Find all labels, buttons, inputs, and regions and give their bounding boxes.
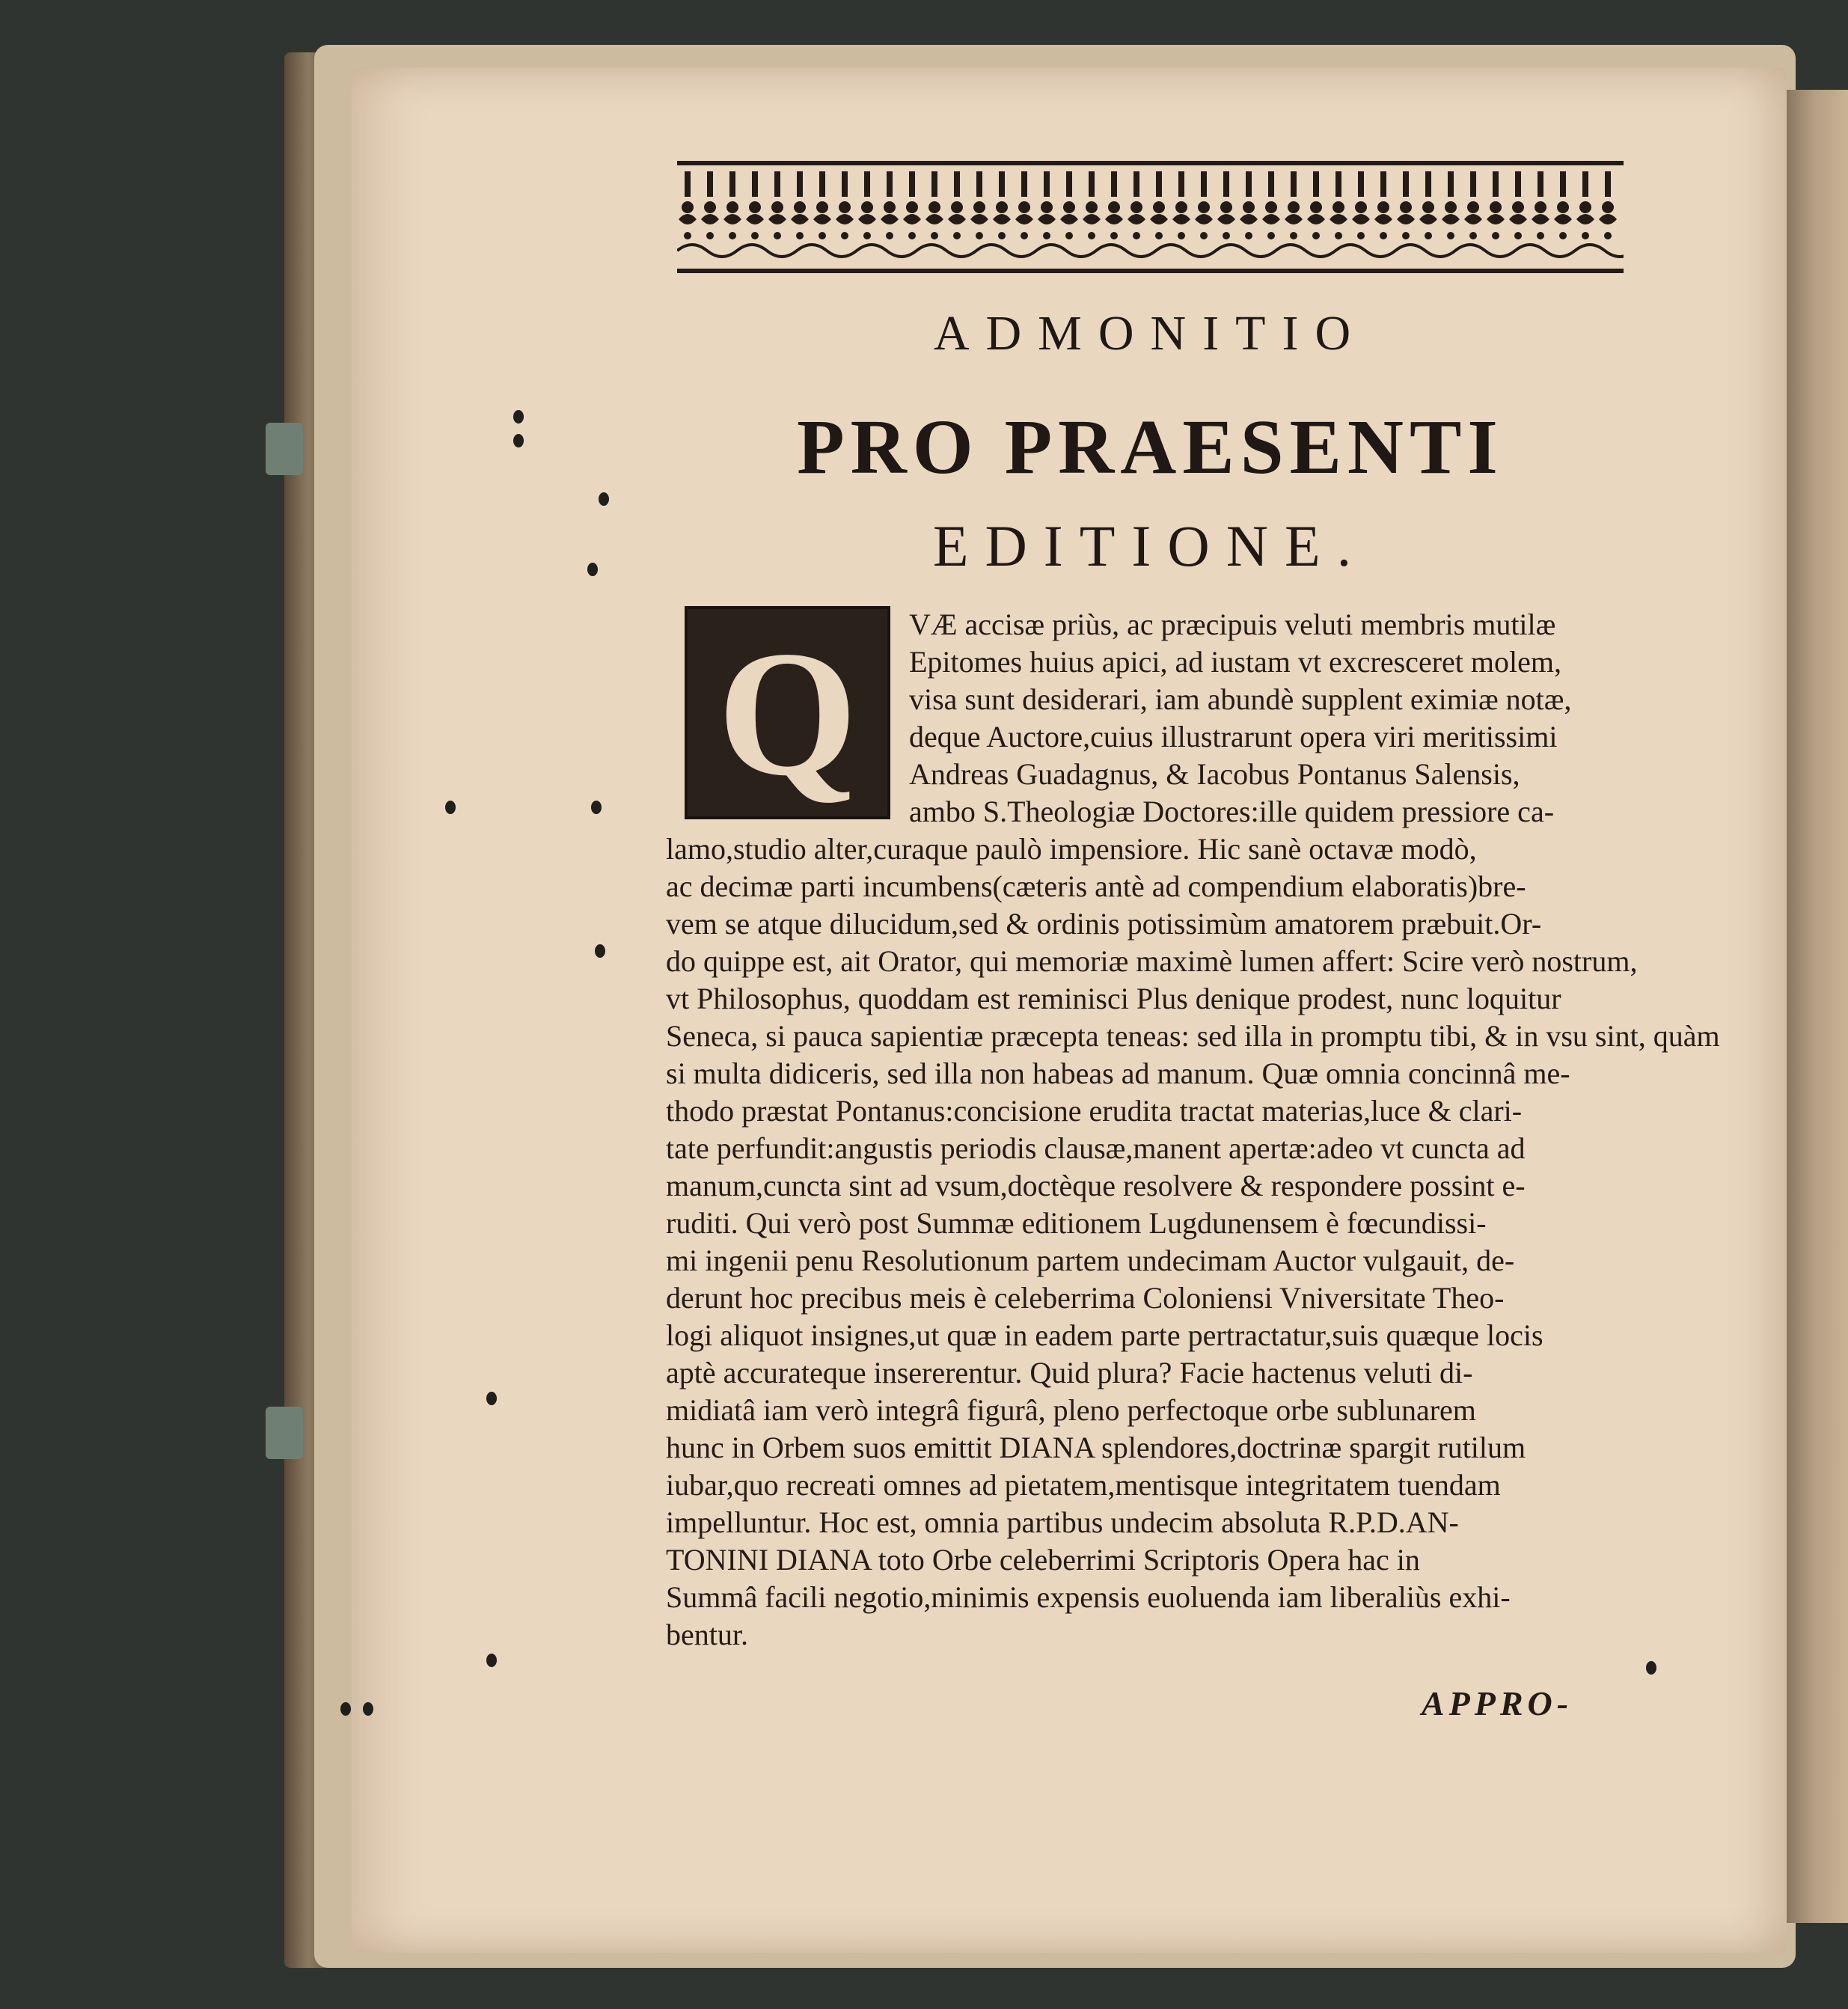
text-line: deque Auctore,cuius illustrarunt opera viri meritissimi: [909, 720, 1558, 753]
text-line: VÆ accisæ priùs, ac præcipuis veluti membris mutilæ: [909, 608, 1556, 641]
wormhole: [486, 1654, 497, 1667]
text-line: logi aliquot insignes,ut quæ in eadem parte pertractatur,suis quæque locis: [666, 1318, 1543, 1352]
text-line: hunc in Orbem suos emittit DIANA splendores,doctrinæ spargit rutilum: [666, 1431, 1526, 1464]
text-line: Andreas Guadagnus, & Iacobus Pontanus Salensis,: [909, 757, 1520, 791]
wormhole: [445, 801, 456, 814]
wormhole: [1646, 1661, 1656, 1675]
clasp-upper: [266, 423, 303, 475]
text-line: vem se atque dilucidum,sed & ordinis potissimùm amatorem præbuit.Or-: [666, 907, 1542, 941]
text-line: midiatâ iam verò integrâ figurâ, pleno perfectoque orbe sublunarem: [666, 1393, 1476, 1427]
text-line: visa sunt desiderari, iam abundè supplent eximiæ notæ,: [909, 682, 1572, 716]
text-line: bentur.: [666, 1618, 748, 1651]
text-line: impelluntur. Hoc est, omnia partibus undecim absoluta R.P.D.AN-: [666, 1505, 1459, 1539]
text-line: mi ingenii penu Resolutionum partem undecimam Auctor vulgauit, de-: [666, 1244, 1515, 1277]
wormhole: [591, 801, 602, 814]
wormhole: [587, 563, 598, 576]
text-line: lamo,studio alter,curaque paulò impensiore. Hic sanè octavæ modò,: [666, 832, 1477, 866]
text-line: ac decimæ parti incumbens(cæteris antè ad compendium elaboratis)bre-: [666, 869, 1526, 903]
wormhole: [340, 1702, 351, 1716]
text-line: ambo S.Theologiæ Doctores:ille quidem pressiore ca-: [909, 795, 1555, 828]
facing-page-edge: [1787, 90, 1848, 1923]
text-line: aptè accurateque insererentur. Quid plura? Facie hactenus veluti di-: [666, 1356, 1473, 1389]
text-line: TONINI DIANA toto Orbe celeberrimi Scriptoris Opera hac in: [666, 1543, 1420, 1577]
text-line: Epitomes huius apici, ad iustam vt excresceret molem,: [909, 645, 1561, 679]
decorated-initial: [685, 606, 890, 819]
text-line: tate perfundit:angustis periodis clausæ,manent apertæ:adeo vt cuncta ad: [666, 1131, 1526, 1165]
ornament-border: [677, 161, 1624, 273]
text-line: do quippe est, ait Orator, qui memoriæ maximè lumen affert: Scire verò nostrum,: [666, 944, 1638, 978]
text-line: si multa didiceris, sed illa non habeas ad manum. Quæ omnia concinnâ me-: [666, 1057, 1570, 1090]
wormhole: [513, 434, 524, 447]
text-line: thodo præstat Pontanus:concisione erudita tractat materias,luce & clari-: [666, 1094, 1523, 1128]
initial-letter: Q: [718, 613, 857, 813]
wormhole: [513, 410, 524, 423]
heading-admonitio: ADMONITIO: [933, 306, 1368, 361]
text-line: Summâ facili negotio,minimis expensis euoluenda iam liberaliùs exhi-: [666, 1580, 1511, 1614]
wormhole: [599, 492, 609, 506]
text-line: Seneca, si pauca sapientiæ præcepta teneas: sed illa in promptu tibi, & in vsu sint, quàm: [666, 1019, 1720, 1053]
clasp-lower: [266, 1407, 303, 1459]
text-line: vt Philosophus, quoddam est reminisci Plus denique prodest, nunc loquitur: [666, 982, 1561, 1015]
text-line: iubar,quo recreati omnes ad pietatem,mentisque integritatem tuendam: [666, 1468, 1501, 1502]
wormhole: [595, 944, 605, 958]
text-line: manum,cuncta sint ad vsum,doctèque resolvere & respondere possint e-: [666, 1169, 1526, 1202]
heading-editione: EDITIONE.: [932, 513, 1368, 578]
catchword: APPRO-: [1422, 1684, 1573, 1722]
wormhole: [363, 1702, 373, 1716]
text-line: ruditi. Qui verò post Summæ editionem Lugdunensem è fœcundissi-: [666, 1206, 1487, 1240]
wormhole: [486, 1392, 497, 1405]
text-line: derunt hoc precibus meis è celeberrima Coloniensi Vniversitate Theo-: [666, 1281, 1505, 1315]
heading-pro-praesenti: PRO PRAESENTI: [797, 404, 1504, 490]
